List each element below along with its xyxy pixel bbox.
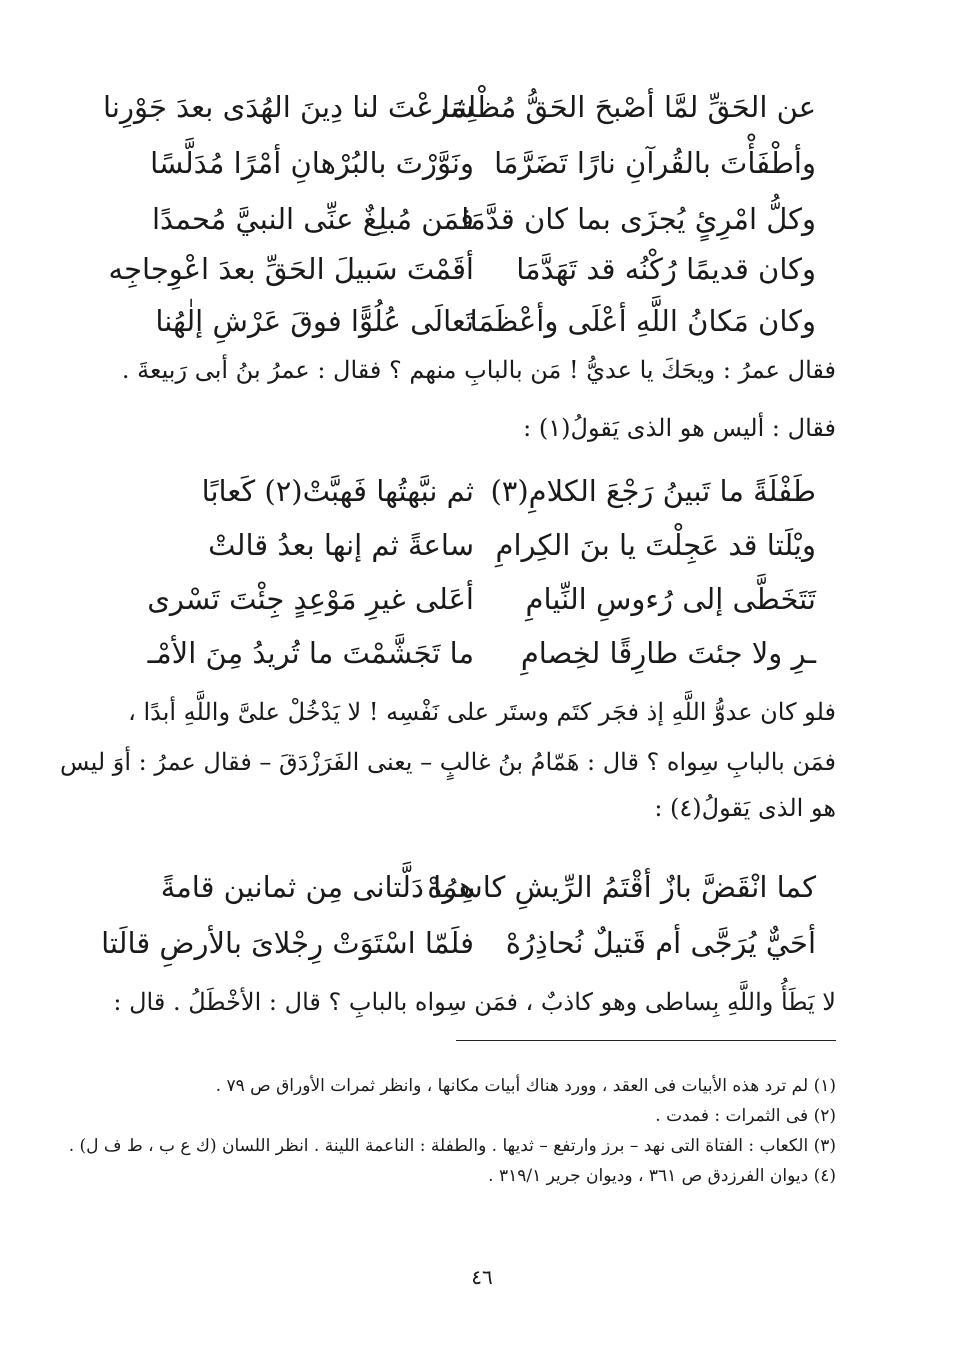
prose-line: فقال عمرُ : ويحَكَ يا عديُّ ! مَن بالبابِ منهم ؟ فقال : عمرُ بنُ أبى رَبيعةَ . xyxy=(121,356,836,384)
verse-first-hemistich: ساعةً ثم إنها بعدُ قالتْ xyxy=(208,528,474,562)
verse-line xyxy=(0,624,964,682)
verse-first-hemistich: أقَمْتَ سَبيلَ الحَقِّ بعدَ اعْوِجاجِه xyxy=(108,252,474,286)
verse-second-hemistich: عن الحَقِّ لمَّا أصْبحَ الحَقُّ مُظْلِمَا xyxy=(441,90,816,124)
verse-first-hemistich: تَعالَى عُلُوًّا فوقَ عَرْشِ إلٰهُنا xyxy=(155,304,474,338)
verse-second-hemistich: طَفْلَةً ما تَبينُ رَجْعَ الكلامِ(٣) xyxy=(490,474,816,508)
verse-line xyxy=(0,516,964,574)
verse-first-hemistich: هما دَلَّتانى مِن ثمانين قامةً xyxy=(160,870,474,904)
verse-line xyxy=(0,462,964,520)
verse-second-hemistich: ويْلَتا قد عَجِلْتَ يا بنَ الكِرامِ xyxy=(495,528,816,562)
verse-line xyxy=(0,292,964,350)
verse-second-hemistich: وكان مَكانُ اللَّهِ أعْلَى وأعْظَمَا xyxy=(469,304,816,338)
verse-second-hemistich: وأطْفَأْتَ بالقُرآنِ نارًا تَضَرَّمَا xyxy=(494,146,816,180)
verse-second-hemistich: كما انْقَضَّ بازٌ أقْتَمُ الرِّيشِ كاسِرُهْ xyxy=(427,870,816,904)
prose-line: فقال : أليس هو الذى يَقولُ(١) : xyxy=(523,414,836,442)
verse-second-hemistich: أحَيٌّ يُرَجَّى أم قَتيلٌ نُحاذِرُهْ xyxy=(505,926,816,960)
verse-second-hemistich: وكلُّ امْرِئٍ يُجزَى بما كان قدَّمَا xyxy=(461,202,816,236)
verse-line xyxy=(0,78,964,136)
page-number: ٤٦ xyxy=(471,1265,493,1289)
verse-first-hemistich: فمَن مُبلِغٌ عنِّى النبيَّ مُحمدًا xyxy=(152,202,474,236)
footnote: (٤) ديوان الفرزدق ص ٣٦١ ، وديوان جرير ٣١٩/١ . xyxy=(488,1166,836,1186)
footnote: (٣) الكعاب : الفتاة التى نهد – برز وارتفع – ثديها . والطفلة : الناعمة اللينة . انظر اللسان (ك ع ب ، ط ف ل) . xyxy=(68,1136,836,1156)
verse-second-hemistich: تَتَخَطَّى إلى رُءوسِ النِّيامِ xyxy=(525,582,816,616)
verse-line xyxy=(0,134,964,192)
footnote: (٢) فى الثمرات : فمدت . xyxy=(655,1106,836,1126)
verse-second-hemistich: وكان قديمًا رُكْنُه قد تَهَدَّمَا xyxy=(516,252,816,286)
verse-line xyxy=(0,240,964,298)
prose-line: لا يَطَأُ واللَّهِ بِساطى وهو كاذبٌ ، فمَن سِواه بالبابِ ؟ قال : الأخْطَلُ . قال : xyxy=(113,988,836,1016)
verse-first-hemistich: شرعْتَ لنا دِينَ الهُدَى بعدَ جَوْرِنا xyxy=(103,90,474,124)
prose-line: فلو كان عدوُّ اللَّهِ إذ فجَر كتَم وستَر على نَفْسِه ! لا يَدْخُلْ علىَّ واللَّهِ أبدًا ، xyxy=(128,698,836,726)
verse-first-hemistich: ما تَجَشَّمْتَ ما تُريدُ مِنَ الأمْـ xyxy=(147,636,474,670)
verse-second-hemistich: ـرِ ولا جئتَ طارِقًا لخِصامِ xyxy=(520,636,816,670)
verse-first-hemistich: أعَلى غيرِ مَوْعِدٍ جِئْتَ تَسْرى xyxy=(147,582,474,616)
prose-line: فمَن بالبابِ سِواه ؟ قال : هَمّامُ بنُ غالبٍ – يعنى الفَرَزْدَقَ – فقال عمرُ : أوَ ليس xyxy=(59,748,836,776)
verse-line xyxy=(0,914,964,972)
verse-first-hemistich: فلَمّا اسْتَوَتْ رِجْلاىَ بالأرضِ قالَتا xyxy=(101,926,474,960)
verse-first-hemistich: ثم نبَّهتُها فَهبَّتْ(٢) كَعابًا xyxy=(201,474,474,508)
verse-line xyxy=(0,570,964,628)
verse-first-hemistich: ونَوَّرْتَ بالبُرْهانِ أمْرًا مُدَلَّسًا xyxy=(150,146,474,180)
footnote-separator xyxy=(456,1040,836,1041)
footnote: (١) لم ترد هذه الأبيات فى العقد ، وورد هناك أبيات مكانها ، وانظر ثمرات الأوراق ص ٧٩ . xyxy=(215,1076,836,1096)
prose-line: هو الذى يَقولُ(٤) : xyxy=(654,794,836,822)
verse-line xyxy=(0,858,964,916)
